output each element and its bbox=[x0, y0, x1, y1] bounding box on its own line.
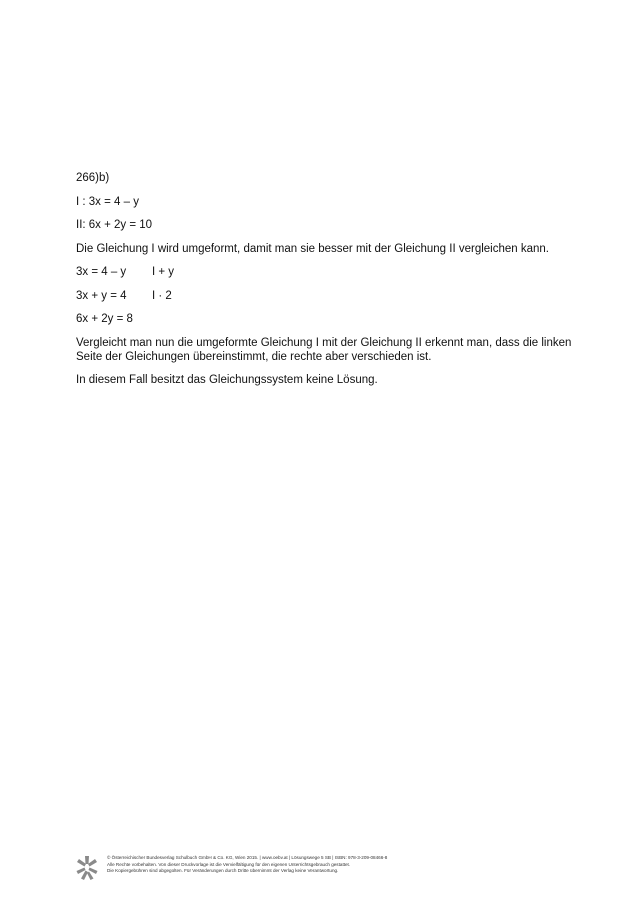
footer-line-copyright: © Österreichischer Bundesverlag Schulbuch GmbH & Co. KG, Wien 2015. | www.oebv.at | Lösungswege 5 SB | ISBN: 978-3-209-08466-8 bbox=[107, 855, 388, 860]
step-operation bbox=[152, 312, 252, 326]
equation-two: II: 6x + 2y = 10 bbox=[76, 219, 153, 231]
publisher-logo-icon bbox=[76, 855, 98, 881]
page-footer bbox=[76, 855, 576, 885]
step-equation: 3x + y = 4 bbox=[76, 289, 127, 302]
conclusion-paragraph: In diesem Fall besitzt das Gleichungssystem keine Lösung. bbox=[76, 374, 378, 386]
comparison-paragraph: Vergleicht man nun die umgeformte Gleichung I mit der Gleichung II erkennt man, dass die linken Seite der Gleichungen übereinstimmt, die rechte aber verschieden ist. bbox=[76, 336, 572, 363]
step-equation: 6x + 2y = 8 bbox=[76, 313, 133, 325]
intro-paragraph: Die Gleichung I wird umgeformt, damit man sie besser mit der Gleichung II vergleichen kann. bbox=[76, 242, 549, 255]
solution-content bbox=[76, 171, 576, 397]
step-row bbox=[76, 265, 576, 279]
footer-line-fees: Die Kopiergebühren sind abgegolten. Für Veränderungen durch Dritte übernimmt der Verlag keine Verantwortung. bbox=[107, 868, 339, 874]
equation-one: I : 3x = 4 – y bbox=[76, 195, 139, 208]
footer-text bbox=[107, 855, 387, 875]
step-operation: I + y bbox=[152, 266, 175, 278]
footer-line-rights: Alle Rechte vorbehalten. Von dieser Druckvorlage ist die Vervielfältigung für den eigenen Unterrichtsgebrauch gestattet. bbox=[107, 861, 351, 867]
step-operation: I · 2 bbox=[152, 289, 172, 302]
step-row bbox=[76, 312, 576, 326]
exercise-heading: 266)b) bbox=[76, 172, 110, 184]
step-row bbox=[76, 289, 576, 303]
step-equation: 3x = 4 – y bbox=[76, 266, 127, 278]
